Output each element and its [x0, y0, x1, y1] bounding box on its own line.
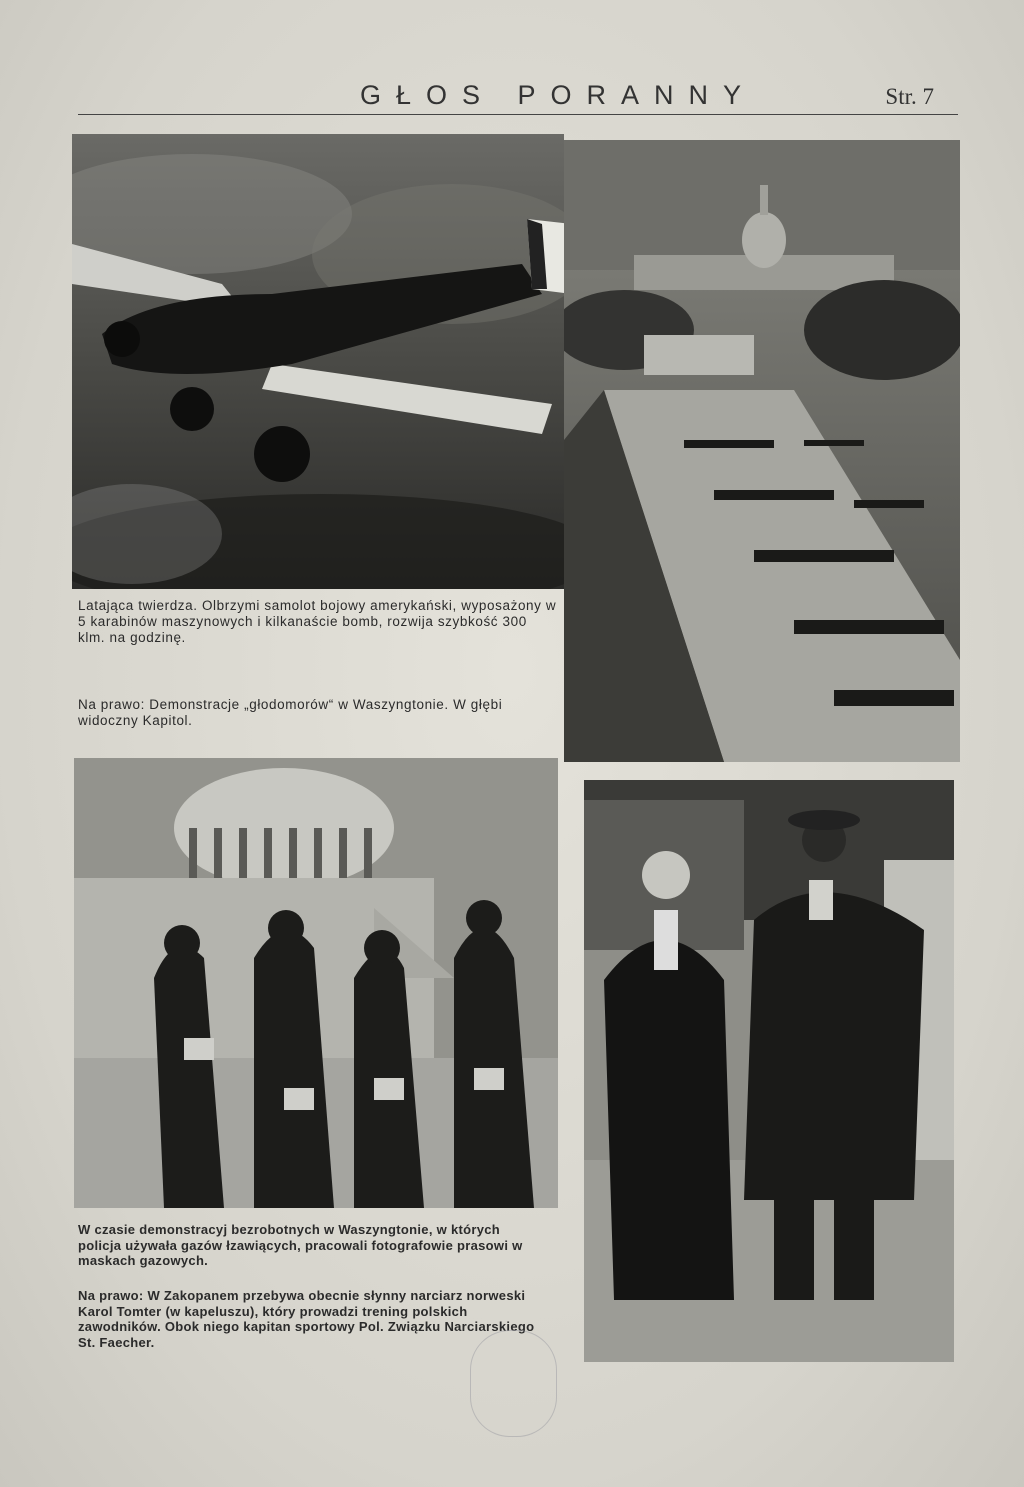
- caption-washington: [78, 697, 558, 737]
- photo-washington-demonstration: [564, 140, 960, 762]
- photo-skiers: [584, 780, 954, 1362]
- caption-press: [78, 1222, 543, 1272]
- photo-bomber-plane: [72, 134, 564, 589]
- caption-bomber-text: Latająca twierdza. Olbrzymi samolot bojowy amerykański, wyposażony w 5 karabinów maszynowych i kilkanaście bomb, rozwija szybkość 300 klm. na godzinę.: [78, 598, 557, 645]
- caption-washington-text: Na prawo: Demonstracje „głodomorów“ w Waszyngtonie. W głębi widoczny Kapitol.: [78, 697, 503, 728]
- caption-skiers: [78, 1288, 543, 1358]
- photo-press-photographers: [74, 758, 558, 1208]
- masthead-title: GŁOS PORANNY: [359, 80, 757, 110]
- library-stamp: [470, 1330, 557, 1437]
- caption-skiers-text: Na prawo: W Zakopanem przebywa obecnie słynny narciarz norweski Karol Tomter (w kapeluszu), który prowadzi trening polskich zawodników. Obok niego kapitan sportowy Pol. Związku Narciarskiego St. Faecher.: [78, 1288, 535, 1350]
- caption-press-text: W czasie demonstracyj bezrobotnych w Waszyngtonie, w których policja używała gazów łzawiących, pracowali fotografowie prasowi w maskach gazowych.: [78, 1222, 523, 1268]
- caption-bomber: [78, 598, 558, 648]
- page-header: [78, 78, 958, 115]
- page-number: Str. 7: [885, 84, 934, 109]
